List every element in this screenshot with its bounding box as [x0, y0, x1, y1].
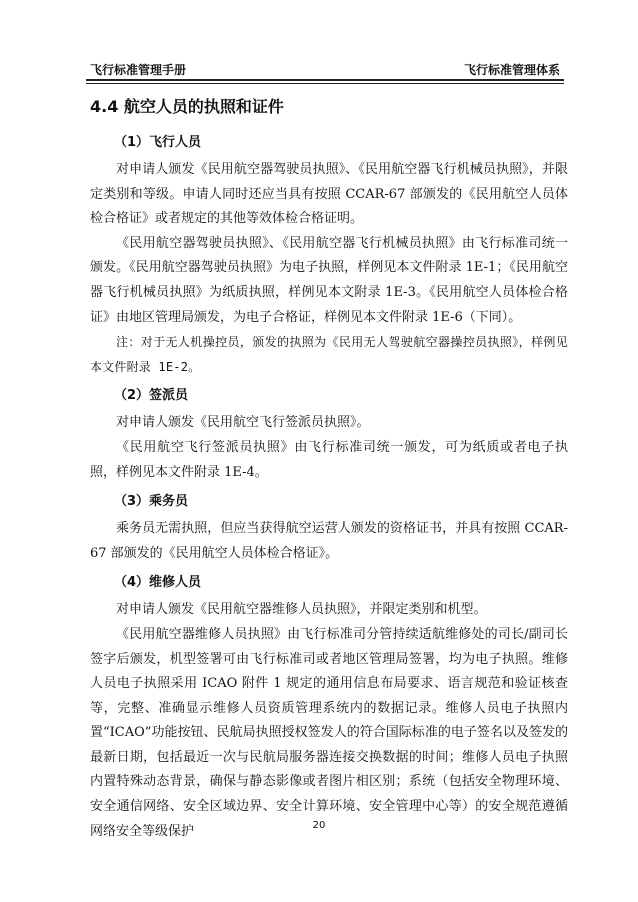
header-right-title: 飞行标准管理体系 — [463, 63, 560, 77]
paragraph: 《民用航空器维修人员执照》由飞行标准司分管持续适航维修处的司长/副司长签字后颁发，机型签署可由飞行标准司或者地区管理局签署，均为电子执照。维修人员电子执照采用 ICAO 附件 1 规定的通用信息布局要求、语言规范和验证核查等，完整、准确显示维修人员资质管理系统内的数据记录。维修人员电子执照内置“ICAO”功能按钮、民航局执照授权签发人的符合国际标准的电子签名以及签发的最新日期，包括最近一次与民航局服务器连接交换数据的时间；维修人员电子执照内置特殊动态背景，确保与静态影像或者图片相区别；系统（包括安全物理环境、安全通信网络、安全区域边界、安全计算环境、安全管理中心等）的安全规范遵循网络安全等级保护 — [90, 626, 568, 839]
subheading-dispatcher: （2）签派员 — [114, 388, 189, 404]
header-left-title: 飞行标准管理手册 — [90, 63, 187, 77]
paragraph: 《民用航空飞行签派员执照》由飞行标准司统一颁发，可为纸质或者电子执照，样例见本文件附录 1E-4。 — [90, 439, 568, 480]
subheading-flight-crew: （1）飞行人员 — [114, 135, 202, 150]
header-divider — [86, 79, 564, 84]
paragraph: 对申请人颁发《民用航空飞行签派员执照》。 — [116, 415, 370, 431]
paragraph: 《民用航空器驾驶员执照》、《民用航空器飞行机械员执照》由飞行标准司统一颁发。《民用航空器驾驶员执照》为电子执照，样例见本文件附录 1E-1；《民用航空器飞行机械员执照》为纸质执照，样例见本文附录 1E-3。《民用航空人员体检合格证》由地区管理局颁发，为电子合格证，样例见本文件附录 1E-6（下同）。 — [90, 235, 568, 325]
paragraph: 对申请人颁发《民用航空器维修人员执照》，并限定类别和机型。 — [116, 602, 487, 618]
page-number: 20 — [312, 820, 326, 831]
paragraph: 乘务员无需执照，但应当获得航空运营人颁发的资格证书，并具有按照 CCAR-67 部颁发的《民用航空人员体检合格证》。 — [90, 521, 568, 561]
subheading-maintenance: （4）维修人员 — [114, 575, 202, 591]
section-title: 4.4 航空人员的执照和证件 — [90, 97, 284, 116]
note-paragraph: 注：对于无人机操控员，颁发的执照为《民用无人驾驶航空器操控员执照》，样例见本文件附录 1E-2。 — [90, 335, 568, 374]
subheading-cabin-crew: （3）乘务员 — [114, 494, 189, 510]
paragraph: 对申请人颁发《民用航空器驾驶员执照》、《民用航空器飞行机械员执照》，并限定类别和等级。申请人同时还应当具有按照 CCAR-67 部颁发的《民用航空人员体检合格证》或者规定的其他等效体检合格证明。 — [90, 162, 568, 227]
document-body — [90, 96, 568, 844]
